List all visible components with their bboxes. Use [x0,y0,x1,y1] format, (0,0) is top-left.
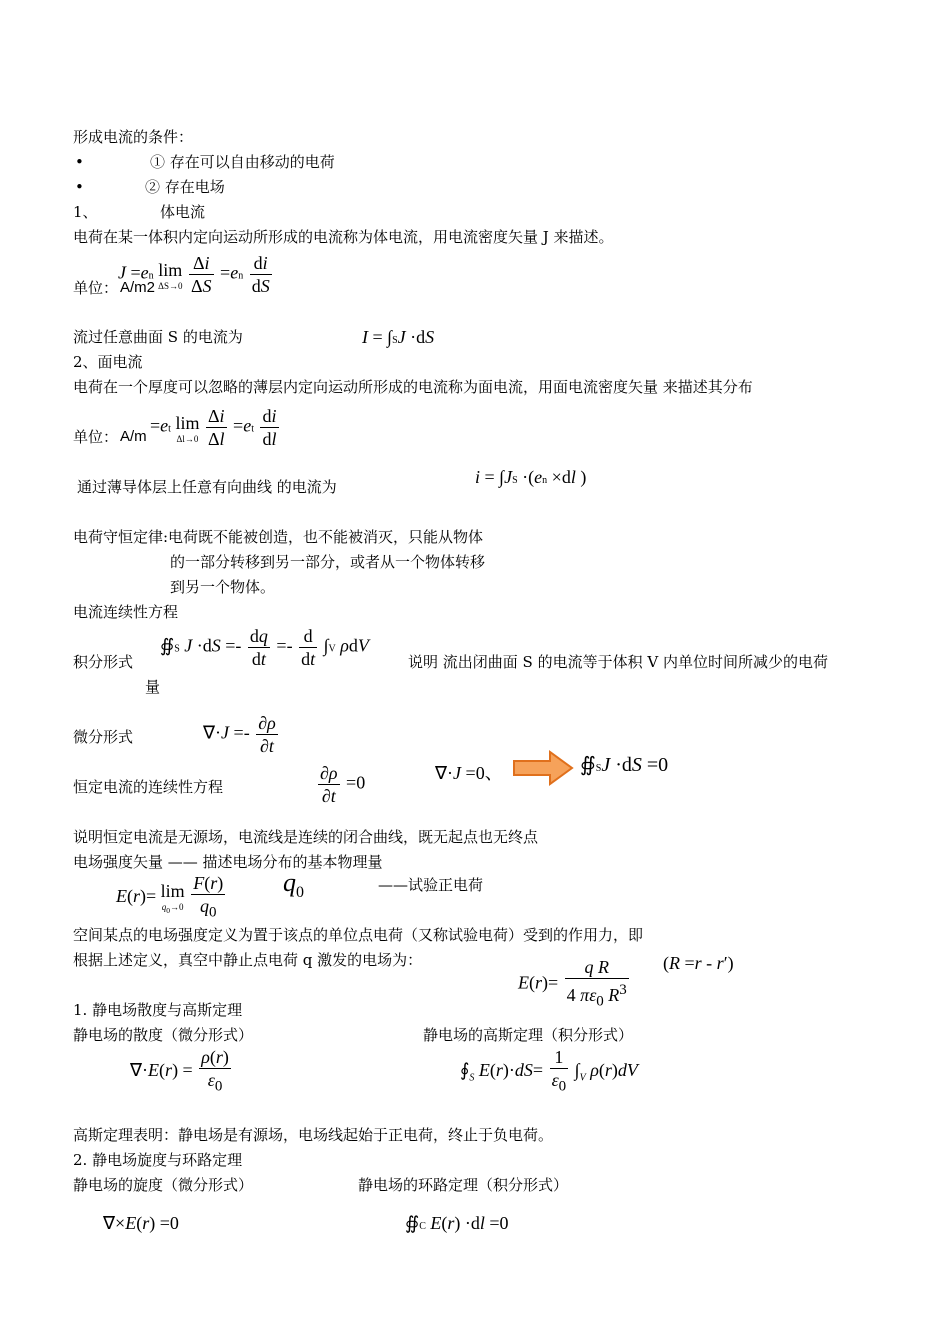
through-curve-text: 通过薄导体层上任意有向曲线 的电流为 [77,478,337,496]
section-1-number: 1、 [73,203,98,221]
section-2-title: 2、面电流 [73,353,143,371]
steady-continuity-label: 恒定电流的连续性方程 [73,778,224,796]
surface-current-formula: I = ∫SJ ·dS [362,327,435,347]
point-charge-formula: E(r)= $\frac{\text{q R}}{4 \pi\varepsilon_0 R^3}$ [518,957,627,1010]
unit-value: A/m2 [120,279,156,296]
section-1-title: 体电流 [160,203,206,221]
point-charge-text: 根据上述定义，真空中静止点电荷 q 激发的电场为： [73,951,423,969]
section-curl-title: 2. 静电场旋度与环路定理 [73,1151,243,1169]
right-arrow-icon [512,750,574,786]
unit-label: 单位： [73,279,119,297]
curl-label: 静电场的旋度（微分形式） [73,1176,254,1194]
continuity-title: 电流连续性方程 [73,603,179,621]
unit-label: 单位： [73,428,119,446]
surface-current-density-formula: =et lim Δl→0 $\frac{\Delta i}{\Delta l}$ =et $\frac{di}{dl}$ [150,406,277,449]
differential-form-label: 微分形式 [73,728,134,746]
loop-label: 静电场的环路定理（积分形式） [358,1176,569,1194]
section-divergence-title: 1. 静电场散度与高斯定理 [73,1001,243,1019]
bullet-icon: • [75,153,84,171]
bullet-item-1: ① 存在可以自由移动的电荷 [150,153,335,171]
gauss-label: 静电场的高斯定理（积分形式） [423,1026,634,1044]
test-charge-label: ——试验正电荷 [378,876,484,894]
conservation-line-2: 的一部分转移到另一部分，或者从一个物体转移 [170,553,486,571]
conservation-line-3: 到另一个物体。 [170,578,276,596]
efield-definition-text: 空间某点的电场强度定义为置于该点的单位点电荷（又称试验电荷）受到的作用力，即 [73,926,644,944]
bullet-icon: • [75,178,84,196]
gauss-note: 高斯定理表明：静电场是有源场，电场线起始于正电荷，终止于负电荷。 [73,1126,554,1144]
steady-divergence-formula: ∇·J =0、 [435,763,503,783]
steady-continuity-formula: $\frac{\partial\rho}{\partial t}$ =0 [320,763,366,806]
divergence-label: 静电场的散度（微分形式） [73,1026,254,1044]
loop-formula: ∯C E(r) ·dl =0 [405,1213,509,1233]
section-2-description: 电荷在一个厚度可以忽略的薄层内定向运动所形成的电流称为面电流，用面电流密度矢量 来描述其分布 [73,378,753,396]
integral-explanation: 说明 流出闭曲面 S 的电流等于体积 V 内单位时间所减少的电荷 [408,653,828,671]
divergence-formula: ∇·E(r) = $\frac{\rho(r)}{\varepsilon_0}$ [130,1047,229,1095]
gauss-formula: $∮_S$ E(r)·dS= $\frac{1}{\varepsilon_0}$ $\int_V$ ρ(r)dV [460,1047,638,1095]
bullet-item-2: ② 存在电场 [145,178,225,196]
steady-integral-formula: ∯SJ ·dS =0 [580,754,669,776]
steady-note: 说明恒定电流是无源场，电流线是连续的闭合曲线，既无起点也无终点 [73,828,539,846]
curl-formula: ∇×E(r) =0 [103,1213,179,1233]
conditions-title: 形成电流的条件： [73,128,194,146]
volume-current-density-formula: J =en lim ΔS→0 $\frac{\Delta i}{\Delta S}$ =en $\frac{di}{dS}$ [118,253,270,296]
r-definition-formula: (R =r - r′) [663,953,734,973]
curve-current-formula: i = ∫JS ·(en ×dl ) [475,467,587,487]
integral-continuity-formula: ∯S J ·dS =- $\frac{dq}{dt}$ =- $\frac{d}{dt}$ ∫V ρdV [160,626,369,669]
section-1-description: 电荷在某一体积内定向运动所形成的电流称为体电流，用电流密度矢量 J 来描述。 [73,228,614,246]
efield-title: 电场强度矢量 —— 描述电场分布的基本物理量 [73,853,383,871]
conservation-line-1: 电荷守恒定律:电荷既不能被创造，也不能被消灭，只能从物体 [73,528,484,546]
efield-definition-formula: E(r)= lim $q_0\to 0$ $\frac{F(r)}{q_0}$ [116,873,224,921]
unit-value: A/m [120,428,147,445]
differential-continuity-formula: ∇·J =- $\frac{\partial\rho}{\partial t}$ [203,713,276,756]
integral-explanation-cont: 量 [145,678,161,696]
through-surface-text: 流过任意曲面 S 的电流为 [73,328,243,346]
integral-form-label: 积分形式 [73,653,134,671]
test-charge-symbol: $q_0$ [283,868,304,902]
